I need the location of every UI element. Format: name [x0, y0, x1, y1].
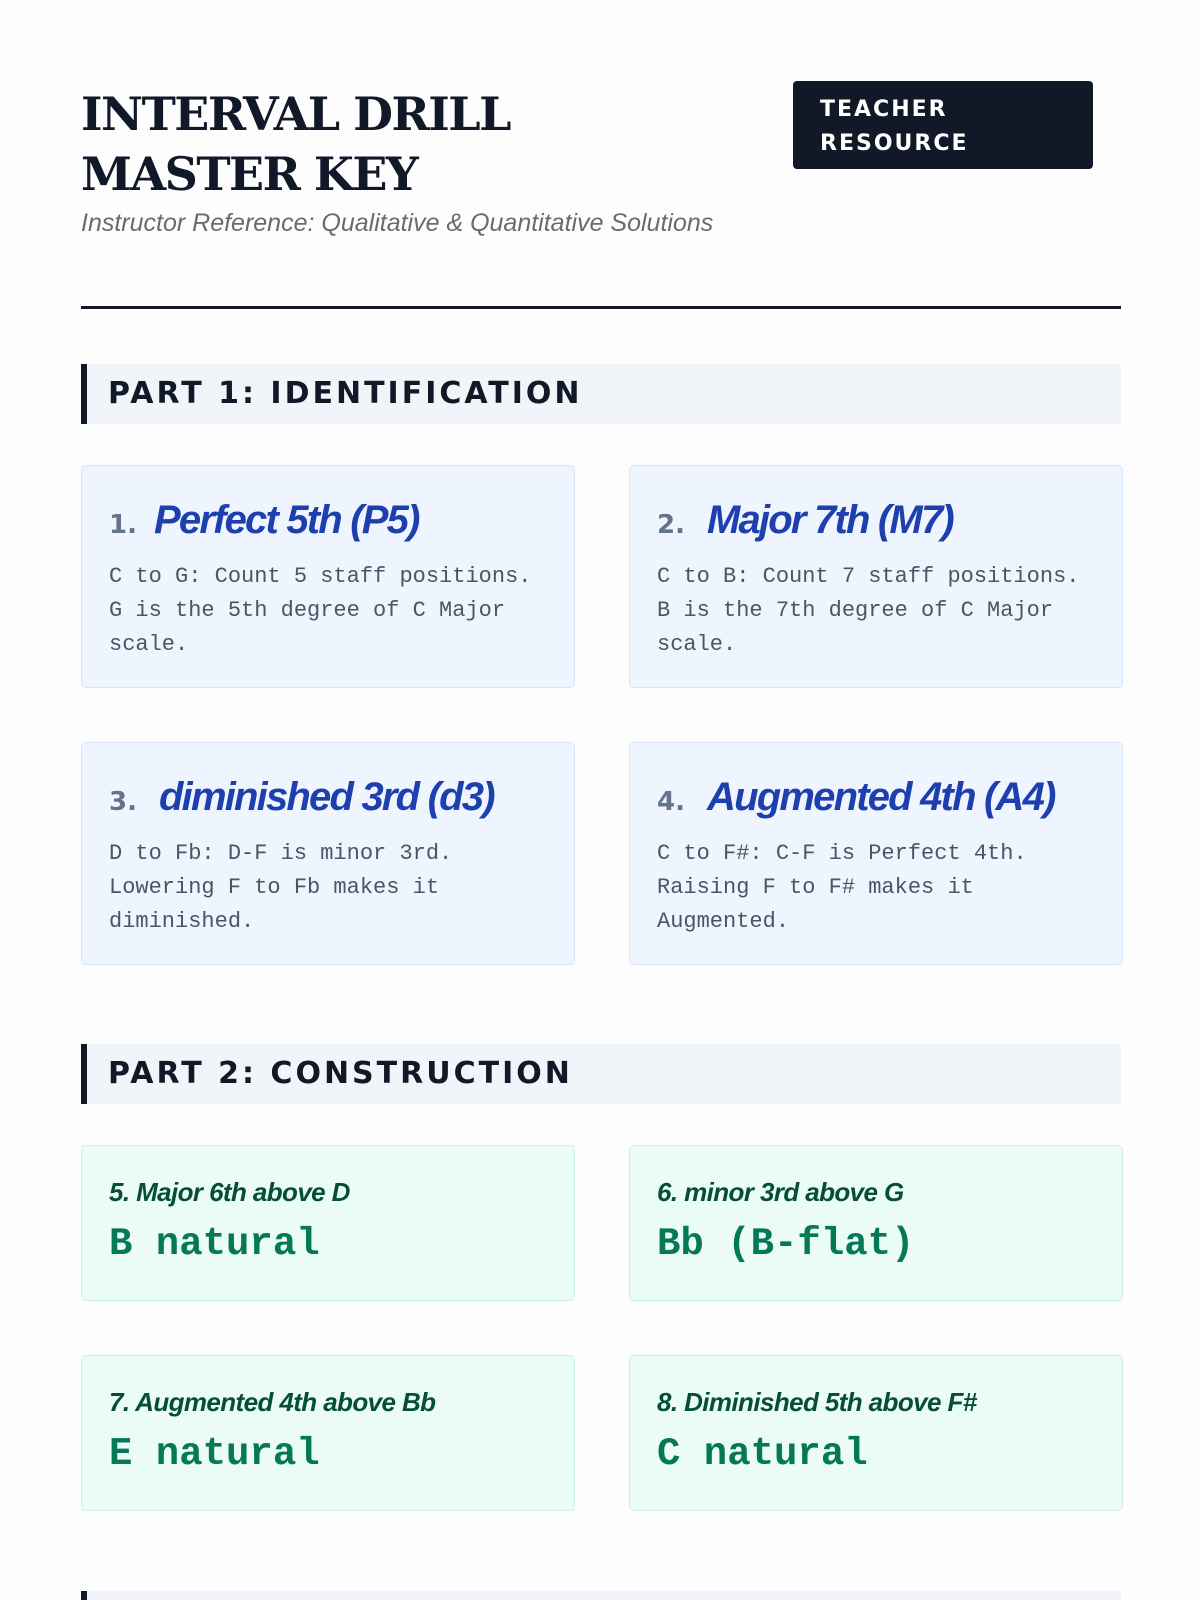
section-header-identification — [81, 364, 1121, 424]
section-header-next — [81, 1591, 1121, 1600]
construction-prompt: 6. minor 3rd above G — [657, 1177, 904, 1207]
identification-card-2 — [629, 465, 1123, 688]
identification-card-4 — [629, 742, 1123, 965]
construction-card-5 — [81, 1145, 575, 1301]
construction-prompt: 7. Augmented 4th above Bb — [109, 1387, 436, 1417]
answer-explanation: C to B: Count 7 staff positions. B is the 7th degree of C Major scale. — [657, 564, 1080, 657]
answer-explanation: C to G: Count 5 staff positions. G is the 5th degree of C Major scale. — [109, 564, 532, 657]
answer-key-page — [81, 0, 1121, 1600]
question-number: 2. — [657, 510, 685, 540]
question-number: 1. — [109, 510, 137, 540]
construction-answer: B natural — [109, 1222, 320, 1266]
section-header-construction — [81, 1044, 1121, 1104]
answer-explanation: C to F#: C-F is Perfect 4th. Raising F to F# makes it Augmented. — [657, 841, 1027, 934]
construction-answer: Bb (B-flat) — [657, 1222, 915, 1266]
section-heading: PART 1: IDENTIFICATION — [108, 376, 583, 411]
interval-answer: Major 7th (M7) — [707, 498, 953, 542]
construction-prompt: 8. Diminished 5th above F# — [657, 1387, 977, 1417]
section-heading: PART 2: CONSTRUCTION — [108, 1056, 573, 1091]
question-number: 3. — [109, 787, 137, 817]
header-divider — [81, 306, 1121, 309]
answer-explanation: D to Fb: D-F is minor 3rd. Lowering F to Fb makes it diminished. — [109, 841, 453, 934]
identification-card-1 — [81, 465, 575, 688]
construction-card-7 — [81, 1355, 575, 1511]
construction-answer: E natural — [109, 1432, 320, 1476]
interval-answer: Perfect 5th (P5) — [154, 498, 419, 542]
document-subtitle: Instructor Reference: Qualitative & Quantitative Solutions — [81, 209, 714, 237]
construction-card-8 — [629, 1355, 1123, 1511]
interval-answer: Augmented 4th (A4) — [707, 775, 1055, 819]
construction-prompt: 5. Major 6th above D — [109, 1177, 350, 1207]
construction-answer: C natural — [657, 1432, 868, 1476]
interval-answer: diminished 3rd (d3) — [159, 775, 494, 819]
document-title: INTERVAL DRILL MASTER KEY — [81, 87, 510, 201]
document-header — [81, 78, 1121, 310]
teacher-resource-badge: TEACHER RESOURCE — [793, 81, 1093, 169]
identification-card-3 — [81, 742, 575, 965]
construction-card-6 — [629, 1145, 1123, 1301]
question-number: 4. — [657, 787, 685, 817]
